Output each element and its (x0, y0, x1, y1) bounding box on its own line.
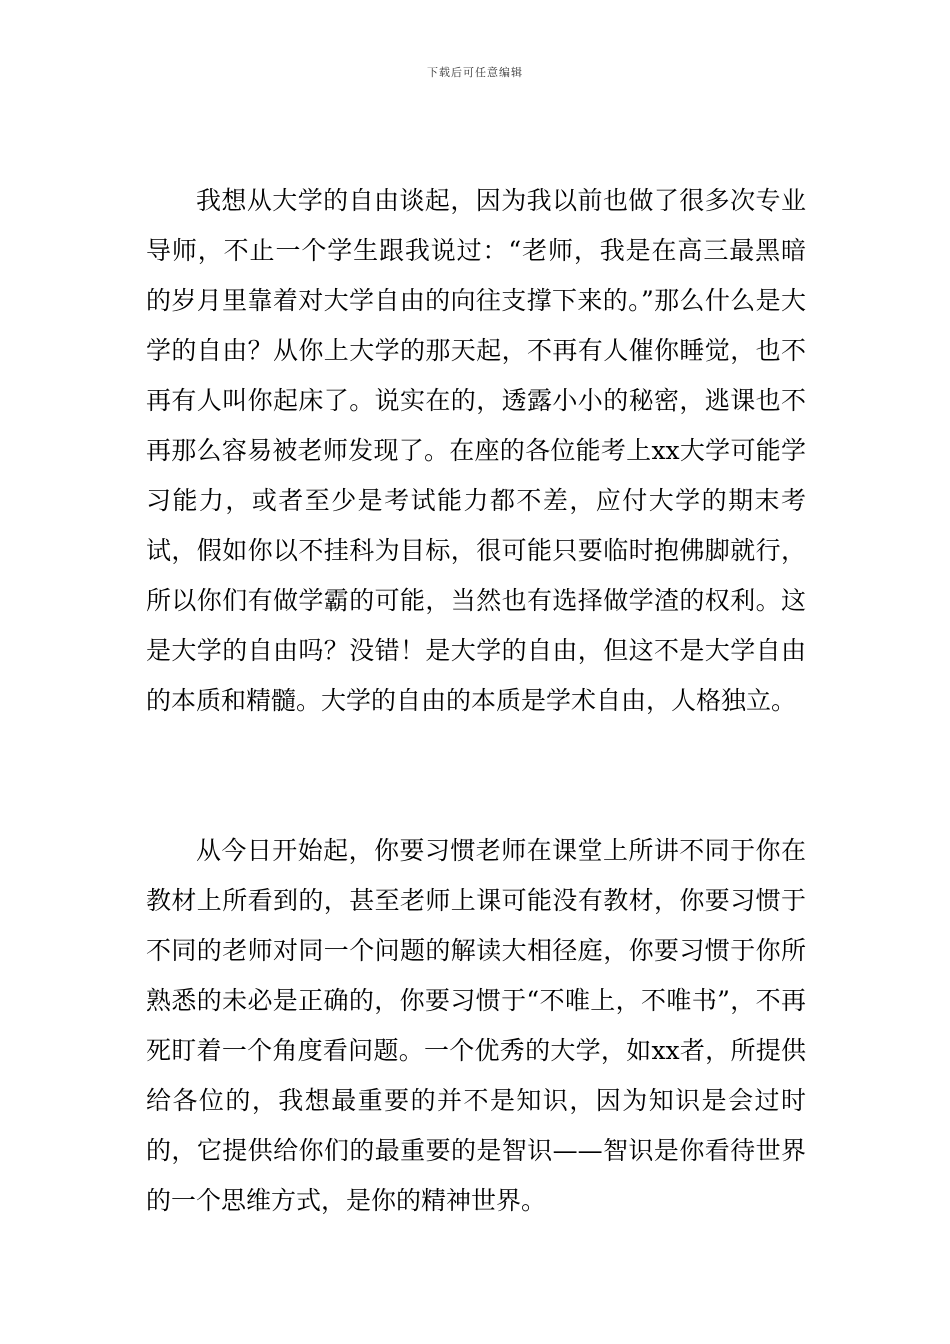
header-note: 下载后可任意编辑 (427, 66, 523, 79)
paragraph-block-2 (146, 826, 806, 1226)
paragraph-2: 从今日开始起，你要习惯老师在课堂上所讲不同于你在教材上所看到的，甚至老师上课可能没有教材，你要习惯于不同的老师对同一个问题的解读大相径庭，你要习惯于你所熟悉的未必是正确的，你要习惯于“不唯上，不唯书”，不再死盯着一个角度看问题。一个优秀的大学，如xx者，所提供给各位的，我想最重要的并不是知识，因为知识是会过时的，它提供给你们的最重要的是智识——智识是你看待世界的一个思维方式，是你的精神世界。 (146, 836, 806, 1215)
paragraph-1: 我想从大学的自由谈起，因为我以前也做了很多次专业导师，不止一个学生跟我说过：“老师，我是在高三最黑暗的岁月里靠着对大学自由的向往支撑下来的。”那么什么是大学的自由？从你上大学的那天起，不再有人催你睡觉，也不再有人叫你起床了。说实在的，透露小小的秘密，逃课也不再那么容易被老师发现了。在座的各位能考上xx大学可能学习能力，或者至少是考试能力都不差，应付大学的期末考试，假如你以不挂科为目标，很可能只要临时抱佛脚就行，所以你们有做学霸的可能，当然也有选择做学渣的权利。这是大学的自由吗？没错！是大学的自由，但这不是大学自由的本质和精髓。大学的自由的本质是学术自由，人格独立。 (146, 186, 806, 715)
paragraph-block-1 (146, 176, 806, 726)
